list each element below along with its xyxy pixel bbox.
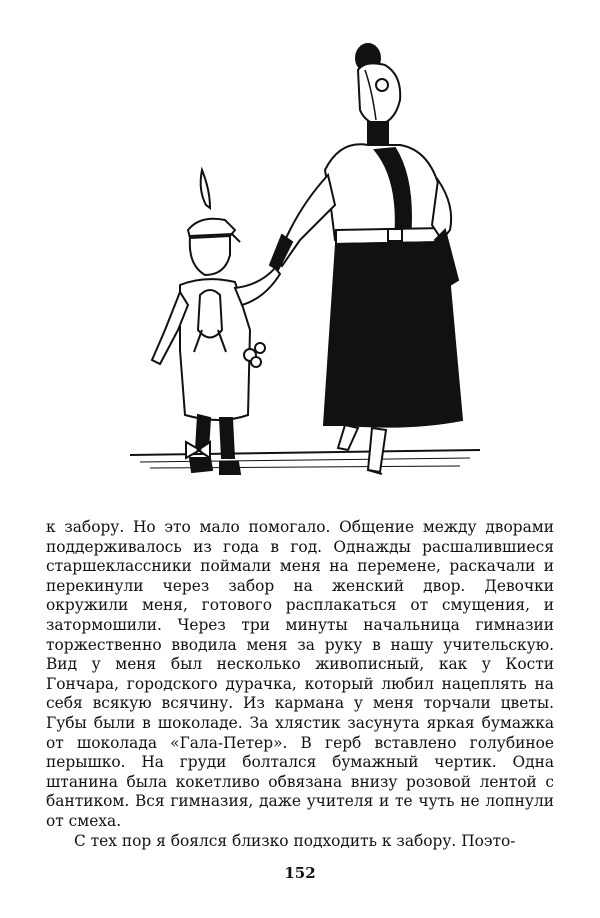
- paragraph: к забору. Но это мало помогало. Общение между дворами поддерживалось из года в год. Однажды расшалившиеся старшеклассники поймали меня на перемене, раскачали и перекинули через забор на женский двор. Девочки окружили меня, готового расплакаться от смущения, и затормошили. Через три минуты начальница гимназии торжественно вводила меня за руку в нашу учительскую. Вид у меня был несколько живописный, как у Кости Гончара, городского дурачка, который любил нацеплять на себя всякую всячину. Из кармана у меня торчали цветы. Губы были в шоколаде. За хлястик засунута яркая бумажка от шоколада «Гала-Петер». В герб вставлено голубиное перышко. На груди болтался бумажный чертик. Одна штанина была кокетливо обвязана внизу розовой лентой с бантиком. Вся гимназия, даже учителя и те чуть не лопнули от смеха.: [46, 518, 554, 830]
- paragraph: С тех пор я боялся близко подходить к забору. Поэто-: [74, 831, 516, 850]
- illustration-headmistress-and-boy: [110, 30, 490, 500]
- body-text: [46, 518, 554, 851]
- page-number: 152: [284, 864, 316, 882]
- ground-lines: [130, 450, 480, 468]
- boy-figure: [152, 170, 280, 474]
- headmistress-figure: [270, 44, 462, 474]
